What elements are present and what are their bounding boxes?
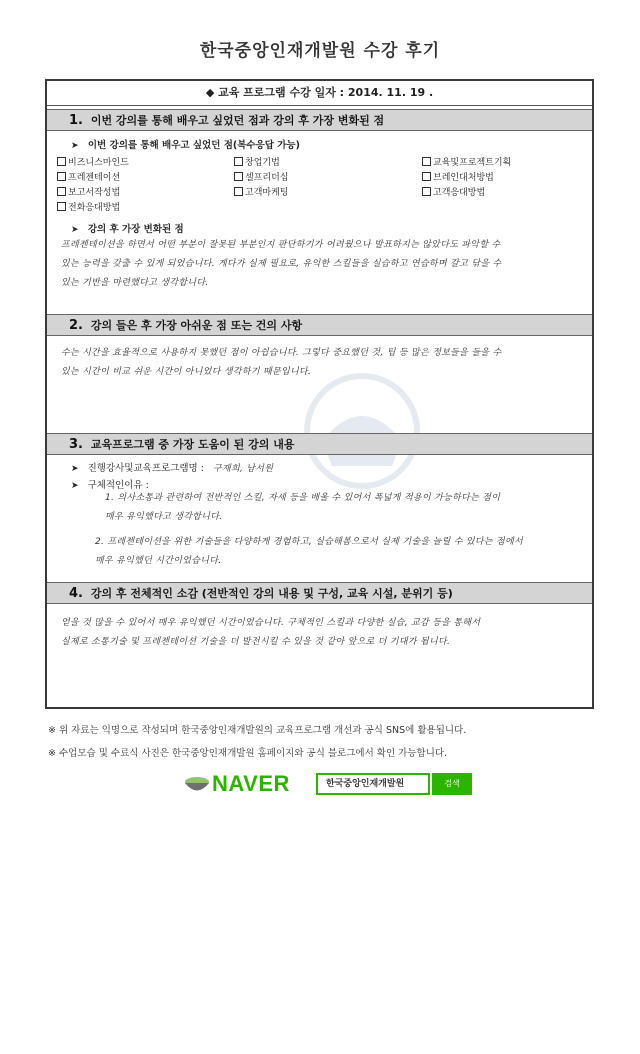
answer-line: 수는 시간을 효율적으로 사용하지 못했던 점이 아쉽습니다. 그렇다 중요했던 것, 팁 등 많은 정보들을 들을 수 [61, 348, 502, 358]
section3-title: 교육프로그램 중 가장 도움이 된 강의 내용 [90, 438, 295, 451]
triangle-bullet-icon: ➤ [71, 141, 79, 151]
checkbox-icon [57, 172, 66, 181]
answer-line: 있는 능력을 갖출 수 있게 되었습니다. 게다가 실제 필요로, 유익한 스킬들을 실습하고 연습하며 갈고 닦을 수 [61, 259, 502, 269]
watermark-emblem [302, 371, 422, 491]
answer-line: 얻을 것 많을 수 있어서 매우 유익했던 시간이었습니다. 구체적인 스킬과 다양한 실습, 교감 등을 통해서 [61, 618, 481, 628]
triangle-bullet-icon: ➤ [71, 225, 79, 235]
checkbox-icon [234, 187, 243, 196]
option-checkbox[interactable]: 비즈니스마인드 [57, 155, 129, 168]
checkbox-icon [57, 187, 66, 196]
section2-number: 2. [69, 318, 83, 333]
answer-line: 매우 유익했다고 생각합니다. [105, 512, 223, 522]
note-line: ※ 수업모습 및 수료식 사진은 한국중앙인재개발원 홈페이지와 공식 블로그에서 확인 가능합니다. [48, 748, 448, 759]
answer-line: 실제로 소통기술 및 프레젠테이션 기술을 더 발전시킬 수 있을 것 같아 앞으로 더 기대가 됩니다. [61, 637, 451, 647]
option-checkbox[interactable]: 보고서작성법 [57, 185, 120, 198]
section1-sub1 [71, 137, 300, 151]
triangle-bullet-icon: ➤ [71, 464, 79, 474]
answer-line: 있는 기반을 마련했다고 생각합니다. [61, 278, 209, 288]
option-checkbox[interactable]: 창업기법 [234, 155, 280, 168]
section3-header [47, 433, 592, 455]
answer-line: 1. 의사소통과 관련하여 전반적인 스킬, 자세 등을 배울 수 있어서 폭넓게 적용이 가능하다는 점이 [105, 493, 501, 503]
section3-reason1 [105, 489, 590, 527]
section1-number: 1. [69, 113, 83, 128]
answer-line: 매우 유익했던 시간이었습니다. [95, 556, 222, 566]
date-bar: ◆ 교육 프로그램 수강 일자 : 2014. 11. 19 . [47, 81, 592, 106]
checkbox-icon [57, 202, 66, 211]
option-checkbox[interactable]: 교육및프로젝트기획 [422, 155, 511, 168]
option-checkbox[interactable]: 셀프리더십 [234, 170, 288, 183]
section4-header [47, 582, 592, 604]
section1-title: 이번 강의를 통해 배우고 싶었던 점과 강의 후 가장 변화된 점 [90, 114, 385, 127]
option-checkbox[interactable]: 프레젠테이션 [57, 170, 120, 183]
option-checkbox[interactable]: 고객마케팅 [234, 185, 288, 198]
instructor-label: 진행강사및교육프로그램명 : [87, 463, 204, 474]
naver-logo[interactable]: NAVER [212, 771, 290, 796]
answer-line: 있는 시간이 비교 쉬운 시간이 아니었다 생각하기 때문입니다. [61, 367, 312, 377]
section1-sub1-text: 이번 강의를 통해 배우고 싶었던 점(복수응답 가능) [87, 140, 300, 151]
checkbox-icon [234, 157, 243, 166]
naver-search-input[interactable]: 한국중앙인재개발원 [316, 773, 430, 795]
section4-number: 4. [69, 586, 83, 601]
section4-answer [61, 614, 586, 652]
answer-line: 프레젠테이션을 하면서 어떤 부분이 잘못된 부분인지 판단하기가 어려웠으나 발표하지는 않았다도 파악할 수 [61, 240, 501, 250]
section3-reason2 [95, 533, 590, 571]
section4-title: 강의 후 전체적인 소감 (전반적인 강의 내용 및 구성, 교육 시설, 분위기 등) [90, 587, 453, 600]
checkbox-icon [57, 157, 66, 166]
reason-label: 구체적인이유 : [87, 480, 149, 491]
naver-search-button[interactable]: 검색 [432, 773, 472, 795]
option-checkbox[interactable]: 브레인대처방법 [422, 170, 494, 183]
section1-header [47, 109, 592, 131]
checkbox-icon [422, 172, 431, 181]
section3-number: 3. [69, 437, 83, 452]
section1-sub2-text: 강의 후 가장 변화된 점 [87, 224, 184, 235]
answer-line: 2. 프레젠테이션을 위한 기술들을 다양하게 경험하고, 실습해봄으로서 실제 기술을 늘릴 수 있다는 점에서 [95, 537, 524, 547]
section2-header [47, 314, 592, 336]
section1-answer [61, 236, 586, 293]
section1-sub2 [71, 221, 184, 235]
option-checkbox[interactable]: 고객응대방법 [422, 185, 485, 198]
section2-answer [61, 344, 586, 382]
naver-bowl-icon [184, 774, 210, 796]
triangle-bullet-icon: ➤ [71, 481, 79, 491]
checkbox-icon [422, 157, 431, 166]
note-line: ※ 위 자료는 익명으로 작성되며 한국중앙인재개발원의 교육프로그램 개선과 공식 SNS에 활용됩니다. [48, 725, 467, 736]
page-title: 한국중앙인재개발원 수강 후기 [199, 41, 441, 61]
checkbox-icon [422, 187, 431, 196]
review-form [45, 79, 594, 709]
section2-title: 강의 들은 후 가장 아쉬운 점 또는 건의 사항 [90, 319, 303, 332]
instructor-value: 구재희, 남서원 [212, 464, 274, 474]
option-checkbox[interactable]: 전화응대방법 [57, 200, 120, 213]
checkbox-icon [234, 172, 243, 181]
